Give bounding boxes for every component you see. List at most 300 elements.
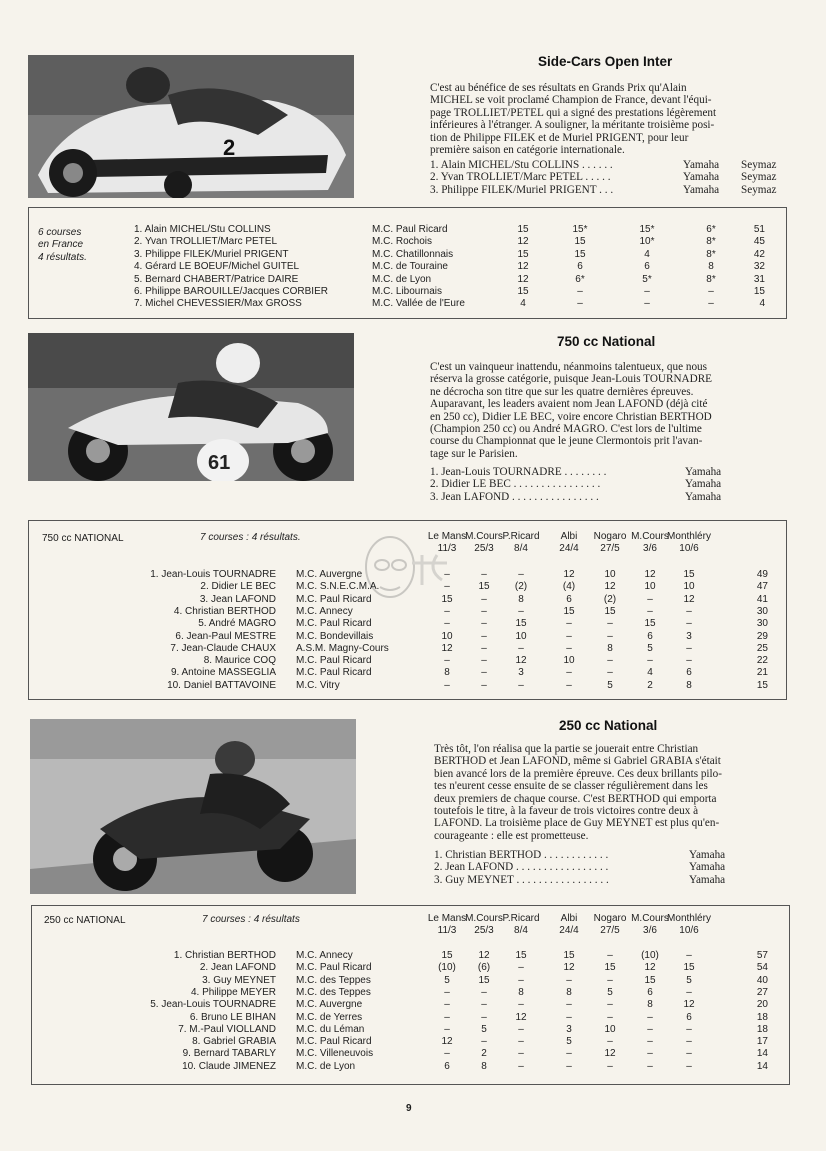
race-result: 8* [706,236,716,248]
race-result: 6 [647,630,653,642]
paragraph-line: LAFOND. La troisième place de Guy MEYNET est plus qu'en- [434,817,720,830]
rider-name: 7. M.-Paul VIOLLAND [178,1023,276,1035]
total-points: 25 [756,642,768,654]
podium-pos: 1. Jean-Louis TOURNADRE . . . . . . . . [430,466,607,478]
race-result: 5 [647,642,653,654]
club-name: M.C. Vitry [296,679,340,691]
table-row [0,975,790,987]
paragraph-line: deux premiers de chaque course. C'est BERTHOD qui emporta [434,792,717,805]
race-place: M.Cours [631,531,669,542]
race-result: 6 [644,261,650,273]
race-result: – [444,581,450,593]
race-result: 12 [441,1036,453,1048]
race-result: – [566,999,572,1011]
race-header [661,531,717,554]
podium-row [430,491,790,503]
table-row [0,962,790,974]
total-points: 14 [756,1048,768,1060]
table-row [0,987,790,999]
race-result: 10 [604,569,616,580]
table-row [0,999,790,1011]
page-number: 9 [406,1103,412,1114]
race-result: – [607,667,613,679]
podium-pos: 3. Jean LAFOND . . . . . . . . . . . . . . . . [430,490,599,503]
race-place: Le Mans [427,913,467,924]
crew-name: 7. Michel CHEVESSIER/Max GROSS [134,298,302,310]
svg-text:2: 2 [223,135,236,160]
race-result: – [647,1060,653,1072]
race-result: – [566,679,572,691]
podium-row [430,466,790,478]
note-line: 4 résultats. [38,251,87,263]
250-paragraph [434,743,789,842]
race-result: 15 [604,962,616,974]
podium-brand: Yamaha [689,873,726,886]
club-name: M.C. Villeneuvois [296,1048,374,1060]
race-place: P.Ricard [502,913,540,924]
race-result: – [481,605,487,617]
race-result: – [481,1036,487,1048]
750-photo [28,333,354,481]
race-result: 5 [607,679,613,691]
paragraph-line: inférieures à l'étranger. A souligner, la méritante troisième posi- [430,119,715,132]
race-result: – [444,569,450,580]
race-result: – [518,999,524,1011]
race-result: – [644,298,650,310]
race-result: 8 [607,642,613,654]
race-result: 10 [604,1023,616,1035]
race-result: 10* [639,236,655,248]
race-result: 12 [683,999,695,1011]
podium-pos: 3. Guy MEYNET . . . . . . . . . . . . . . . . . [434,873,609,886]
total-points: 32 [753,261,765,273]
club-name: M.C. Paul Ricard [296,593,372,605]
race-result: – [708,298,714,310]
race-result: – [481,642,487,654]
750-illustration [28,333,354,481]
race-result: – [607,974,613,986]
race-result: 15 [441,593,453,605]
race-result: 2 [481,1048,487,1060]
race-result: 15 [517,248,529,260]
table-row [0,224,790,236]
rider-name: 1. Jean-Louis TOURNADRE [150,569,276,580]
race-result: 8 [708,261,714,273]
race-result: – [518,974,524,986]
club-name: M.C. de Touraine [372,261,448,273]
race-result: 15 [517,286,529,297]
table-row [0,236,790,248]
paragraph-line: tion de Philippe FILEK et de Muriel PRIGENT, pour leur [430,131,689,144]
race-result: – [566,630,572,642]
race-result: 10 [515,630,527,642]
rider-name: 8. Gabriel GRABIA [192,1036,276,1048]
race-result: – [566,1060,572,1072]
club-name: M.C. Annecy [296,950,353,961]
table-row [0,569,790,581]
race-result: 12 [517,236,529,248]
race-result: (2) [514,581,528,593]
race-place: Albi [560,531,578,542]
paragraph-line: BERTHOD et Jean LAFOND, même si Gabriel GRABIA s'était [434,755,721,768]
total-points: 18 [756,1011,768,1023]
table-row [0,680,790,692]
race-place: Monthléry [667,531,711,542]
race-result: 5 [481,1023,487,1035]
race-result: 3 [686,630,692,642]
rider-name: 2. Didier LE BEC [200,581,276,593]
table-row [0,643,790,655]
paragraph-line: ne décrocha son titre que sur les quatre dernières épreuves. [430,385,694,398]
paragraph-line: première saison en catégorie internationale. [430,143,625,156]
table-row [0,249,790,261]
table-row [0,1024,790,1036]
paragraph-line: (Champion 250 cc) ou André MAGRO. C'est lors de l'ultime [430,422,702,435]
race-result: 15 [574,236,586,248]
race-date: 11/3 [437,542,457,554]
total-points: 22 [756,655,768,667]
race-result: – [577,298,583,310]
paragraph-line: page TROLLIET/PETEL qui a signé des prestations légèrement [430,106,717,119]
total-points: 49 [756,569,768,580]
race-result: 15 [563,950,575,961]
podium-pos: 2. Jean LAFOND . . . . . . . . . . . . . . . . . [434,861,609,874]
club-name: M.C. de Lyon [372,273,432,285]
sidecars-title: Side-Cars Open Inter [538,54,673,69]
table-row [0,298,790,310]
paragraph-line: tage sur le Parisien. [430,447,518,460]
250-photo [30,719,356,894]
race-result: – [647,605,653,617]
race-result: – [444,1011,450,1023]
race-result: 15 [515,618,527,630]
race-result: – [518,1036,524,1048]
race-date: 10/6 [679,924,699,936]
race-result: 12 [683,593,695,605]
race-result: – [607,999,613,1011]
race-result: – [481,1011,487,1023]
race-result: 6* [706,224,716,235]
table-row [0,261,790,273]
sidecar-illustration [28,55,354,198]
race-result: 8 [566,986,572,998]
race-result: 15* [572,224,588,235]
table-row [0,606,790,618]
race-result: 6 [577,261,583,273]
race-result: – [686,642,692,654]
race-result: – [444,618,450,630]
race-result: 5 [686,974,692,986]
race-result: 12 [604,1048,616,1060]
table-row [0,655,790,667]
crew-name: 6. Philippe BAROUILLE/Jacques CORBIER [134,286,328,297]
race-result: 12 [604,581,616,593]
podium-pos: 3. Philippe FILEK/Muriel PRIGENT . . . [430,183,614,196]
paragraph-line: courageante : elle est prometteuse. [434,829,589,842]
total-points: 14 [756,1060,768,1072]
750-table-note: 7 courses : 4 résultats. [200,532,301,543]
race-result: 12 [515,655,527,667]
total-points: 40 [756,974,768,986]
race-result: 12 [563,962,575,974]
total-points: 30 [756,618,768,630]
race-result: – [607,1060,613,1072]
race-result: 15* [639,224,655,235]
rider-name: 9. Antoine MASSEGLIA [170,667,276,679]
crew-name: 5. Bernard CHABERT/Patrice DAIRE [134,273,299,285]
race-result: – [444,679,450,691]
750-podium [430,466,790,503]
paragraph-line: toutefois le titre, à la faveur de trois victoires contre deux à [434,804,699,817]
race-result: – [566,1048,572,1060]
race-place: M.Cours [465,913,503,924]
race-result: – [686,605,692,617]
race-result: – [481,679,487,691]
club-name: M.C. Paul Ricard [296,1036,372,1048]
750-table-label: 750 cc NATIONAL [42,533,124,544]
race-result: 10 [644,581,656,593]
paragraph-line: bien avancé lors de la première épreuve. Ces deux brillants pilo- [434,767,722,780]
race-result: – [566,618,572,630]
race-result: – [566,1011,572,1023]
race-result: 15 [683,569,695,580]
race-result: – [518,1060,524,1072]
race-result: 15 [441,950,453,961]
race-result: 10 [441,630,453,642]
race-date: 8/4 [514,924,528,936]
podium-pos: 1. Christian BERTHOD . . . . . . . . . . . . [434,849,609,861]
race-result: 5 [444,974,450,986]
club-name: M.C. Libournais [372,286,443,297]
rider-name: 7. Jean-Claude CHAUX [170,642,276,654]
rider-name: 3. Jean LAFOND [199,593,276,605]
race-result: – [647,1011,653,1023]
podium-brand: Yamaha [683,183,720,196]
race-result: – [686,655,692,667]
club-name: M.C. Chatillonnais [372,248,454,260]
race-result: 8 [686,679,692,691]
race-result: 15 [644,618,656,630]
race-result: 8 [518,986,524,998]
podium-row [434,861,794,873]
club-name: M.C. Vallée de l'Eure [372,298,465,310]
250-podium [434,849,794,886]
total-points: 41 [756,593,768,605]
podium-row [430,184,790,196]
race-result: 15 [644,974,656,986]
race-result: – [647,1036,653,1048]
race-result: – [518,1023,524,1035]
club-name: M.C. Paul Ricard [296,655,372,667]
rider-name: 2. Jean LAFOND [199,962,276,974]
race-result: (10) [438,962,456,974]
rider-name: 9. Bernard TABARLY [182,1048,276,1060]
crew-name: 3. Philippe FILEK/Muriel PRIGENT [134,248,289,260]
race-result: – [686,950,692,961]
race-result: 3 [566,1023,572,1035]
podium-brand: Yamaha [685,490,722,503]
race-result: 2 [647,679,653,691]
note-line: en France [38,239,84,251]
race-date: 8/4 [514,542,528,554]
race-result: 3 [518,667,524,679]
race-result: 12 [644,962,656,974]
race-result: – [566,974,572,986]
race-result: – [481,630,487,642]
race-result: 15 [478,974,490,986]
crew-name: 4. Gérard LE BOEUF/Michel GUITEL [134,261,300,273]
race-result: – [518,605,524,617]
race-result: 15 [515,950,527,961]
rider-name: 8. Maurice COQ [203,655,276,667]
race-result: 6 [686,667,692,679]
rider-name: 6. Jean-Paul MESTRE [175,630,276,642]
total-points: 29 [756,630,768,642]
rider-name: 5. Jean-Louis TOURNADRE [150,999,276,1011]
250-title: 250 cc National [559,718,658,733]
total-points: 15 [753,286,765,297]
race-date: 3/6 [643,924,657,936]
250-table-label: 250 cc NATIONAL [44,915,126,926]
rider-name: 1. Christian BERTHOD [173,950,276,961]
race-result: 15 [574,248,586,260]
race-result: 6 [647,986,653,998]
race-result: – [607,1011,613,1023]
race-result: 12 [517,261,529,273]
total-points: 45 [753,236,765,248]
podium-row [434,849,794,861]
paragraph-line: course du Championnat que le jeune Clermontois prit l'avan- [430,435,703,448]
podium-brand: Yamaha [683,171,720,184]
podium-pos: 2. Yvan TROLLIET/Marc PETEL . . . . . [430,171,611,184]
race-result: – [647,1023,653,1035]
race-result: – [444,986,450,998]
race-result: – [686,618,692,630]
race-result: – [481,569,487,580]
total-points: 57 [756,950,768,961]
rider-name: 6. Bruno LE BIHAN [189,1011,276,1023]
paragraph-line: tes n'eurent cesse ensuite de se classer régulièrement dans les [434,780,708,793]
podium-chassis: Seymaz [741,171,777,184]
race-result: – [686,986,692,998]
race-result: – [481,667,487,679]
crew-name: 2. Yvan TROLLIET/Marc PETEL [134,236,278,248]
table-row [0,1061,790,1073]
club-name: M.C. Annecy [296,605,353,617]
race-result: – [686,1036,692,1048]
podium-chassis: Seymaz [741,159,777,171]
race-result: 10 [563,655,575,667]
total-points: 20 [756,999,768,1011]
paragraph-line: MICHEL se voit proclamé Champion de France, devant l'équi- [430,94,712,107]
race-result: 12 [515,1011,527,1023]
svg-text:61: 61 [208,452,231,474]
race-result: – [444,1048,450,1060]
race-place: Le Mans [427,531,467,542]
race-result: – [566,642,572,654]
race-result: 15 [517,224,529,235]
race-result: – [708,286,714,297]
podium-pos: 1. Alain MICHEL/Stu COLLINS . . . . . . [430,159,613,171]
race-date: 11/3 [437,924,457,936]
paragraph-line: réserva la grosse catégorie, puisque Jean-Louis TOURNADRE [430,373,712,386]
podium-row [430,478,790,490]
race-result: (2) [603,593,617,605]
race-result: 12 [563,569,575,580]
race-result: – [444,655,450,667]
race-result: 8 [444,667,450,679]
club-name: M.C. Bondevillais [296,630,374,642]
race-result: 12 [517,273,529,285]
total-points: 31 [753,273,765,285]
race-place: M.Cours [465,531,503,542]
table-row [0,1048,790,1060]
podium-row [434,874,794,886]
club-name: M.C. des Teppes [296,986,371,998]
race-place: Monthléry [667,913,711,924]
race-result: 15 [683,962,695,974]
race-header [661,913,717,936]
crew-name: 1. Alain MICHEL/Stu COLLINS [134,224,271,235]
club-name: M.C. Paul Ricard [296,962,372,974]
sidecars-podium [430,159,790,196]
table-row [0,594,790,606]
table-row [0,950,790,962]
club-name: M.C. Auvergne [296,569,363,580]
race-result: 6 [444,1060,450,1072]
club-name: M.C. de Yerres [296,1011,363,1023]
podium-brand: Yamaha [689,849,726,861]
race-result: – [647,1048,653,1060]
rider-name: 3. Guy MEYNET [202,974,276,986]
race-date: 25/3 [474,542,494,554]
table-row [0,1036,790,1048]
race-result: – [607,950,613,961]
race-result: 15 [604,605,616,617]
race-place: M.Cours [631,913,669,924]
table-row [0,1012,790,1024]
750-paragraph [430,361,785,460]
race-result: – [518,642,524,654]
race-result: (10) [641,950,659,961]
race-result: – [444,605,450,617]
race-result: 4 [647,667,653,679]
race-result: – [607,1036,613,1048]
race-place: Nogaro [593,531,627,542]
race-result: 5 [566,1036,572,1048]
race-result: – [518,569,524,580]
race-result: 15 [478,581,490,593]
rider-name: 4. Christian BERTHOD [173,605,276,617]
podium-brand: Yamaha [683,159,720,171]
total-points: 15 [756,679,768,691]
race-result: 10 [683,581,695,593]
race-result: 8* [706,248,716,260]
race-result: – [518,679,524,691]
total-points: 30 [756,605,768,617]
total-points: 17 [756,1036,768,1048]
race-result: 4 [644,248,650,260]
race-result: 6 [686,1011,692,1023]
table-row [0,274,790,286]
sidecar-photo [28,55,354,198]
race-result: – [518,962,524,974]
race-result: 8 [481,1060,487,1072]
race-result: – [607,630,613,642]
paragraph-line: en 250 cc), Didier LE BEC, voire encore Christian BERTHOD [430,410,712,423]
podium-pos: 2. Didier LE BEC . . . . . . . . . . . . . . . . [430,478,601,491]
race-result: – [607,618,613,630]
